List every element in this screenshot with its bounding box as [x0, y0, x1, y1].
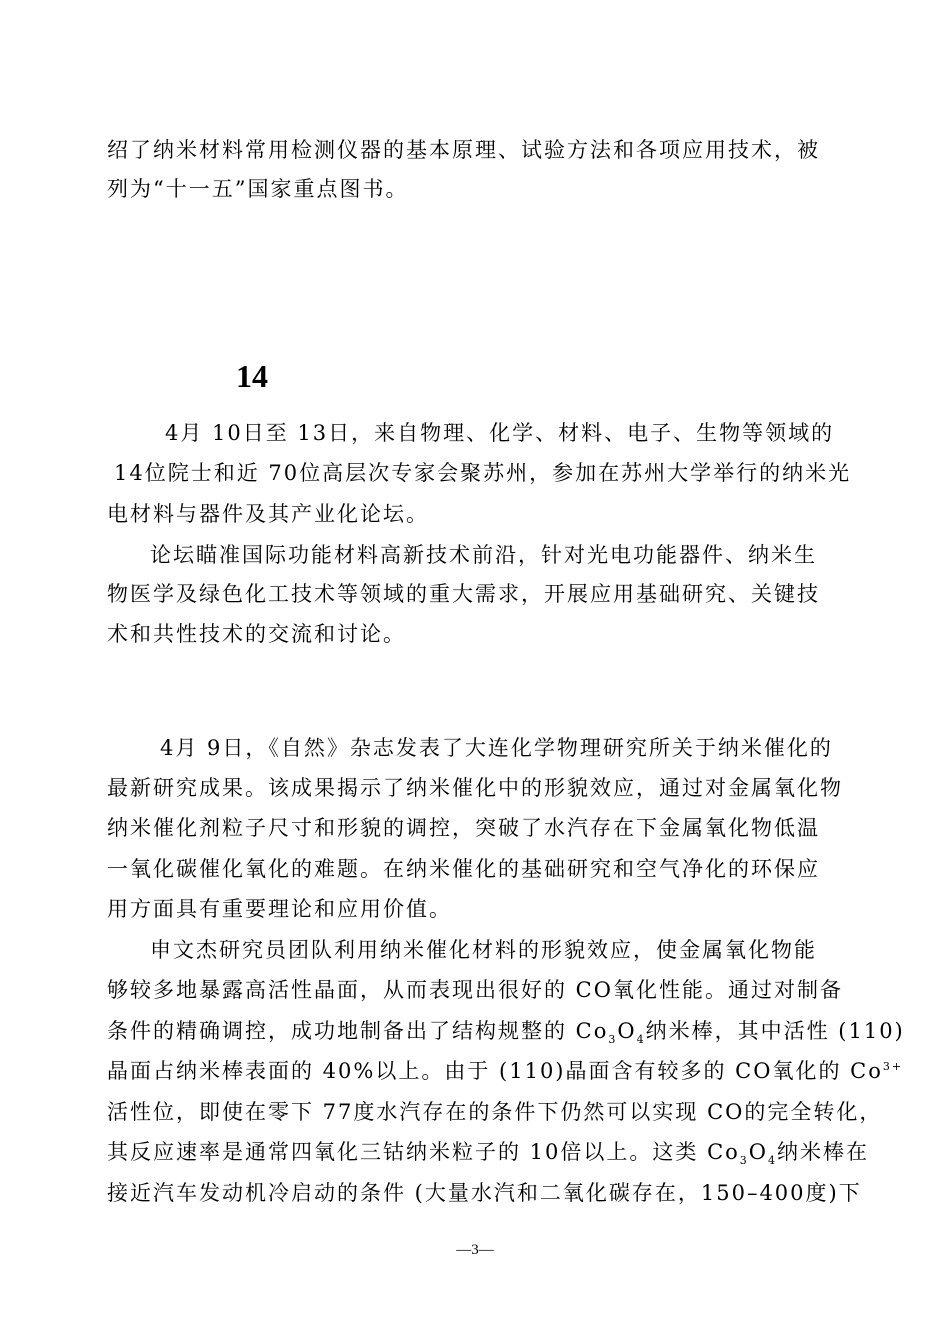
research-para-line-3-text: 条件的精确调控，成功地制备出了结构规整的 Co	[107, 1019, 609, 1043]
nature-para-line-3: 纳米催化剂粒子尺寸和形貌的调控，突破了水汽存在下金属氧化物低温	[107, 816, 820, 840]
nature-para-line-4: 一氧化碳催化氧化的难题。在纳米催化的基础研究和空气净化的环保应	[107, 857, 820, 881]
intro-line-2: 列为“十一五”国家重点图书。	[107, 177, 409, 201]
superscript: 3+	[882, 1060, 904, 1073]
subscript: 3	[608, 1033, 618, 1047]
subscript: 4	[768, 1154, 777, 1168]
research-para-line-6	[107, 1138, 869, 1166]
subscript: 3	[739, 1154, 749, 1168]
section-heading: 14	[236, 358, 268, 394]
research-para-line-3-text: 纳米棒，其中活性 (110)	[645, 1019, 905, 1043]
research-para-line-1: 申文杰研究员团队利用纳米催化材料的形貌效应，使金属氧化物能	[150, 938, 817, 962]
research-para-line-6-text: 纳米棒在	[777, 1140, 869, 1164]
page-number: —3—	[456, 1242, 494, 1258]
intro-line-1: 绍了纳米材料常用检测仪器的基本原理、试验方法和各项应用技术，被	[107, 138, 820, 162]
research-para-line-3	[107, 1017, 905, 1045]
research-para-line-2: 够较多地暴露高活性晶面，从而表现出很好的 CO氧化性能。通过对制备	[107, 978, 843, 1002]
forum-para-line-2: 14位院士和近 70位高层次专家会聚苏州，参加在苏州大学举行的纳米光	[114, 461, 852, 485]
research-para-line-6-text: 其反应速率是通常四氧化三钴纳米粒子的 10倍以上。这类 Co	[107, 1140, 740, 1164]
research-para-line-6-text: O	[748, 1140, 768, 1164]
forum-goal-line-1: 论坛瞄准国际功能材料高新技术前沿，针对光电功能器件、纳米生	[150, 543, 817, 567]
forum-goal-line-2: 物医学及绿色化工技术等领域的重大需求，开展应用基础研究、关键技	[107, 582, 820, 606]
research-para-line-4	[107, 1057, 903, 1085]
research-para-line-3-text: O	[617, 1019, 637, 1043]
research-para-line-7: 接近汽车发动机冷启动的条件 (大量水汽和二氧化碳存在，150–400度)下	[107, 1181, 862, 1205]
forum-goal-line-3: 术和共性技术的交流和讨论。	[107, 622, 406, 646]
nature-para-line-2: 最新研究成果。该成果揭示了纳米催化中的形貌效应，通过对金属氧化物	[107, 776, 843, 800]
nature-para-line-5: 用方面具有重要理论和应用价值。	[107, 897, 452, 921]
research-para-line-4-text: 晶面占纳米棒表面的 40%以上。由于 (110)晶面含有较多的 CO氧化的 Co	[107, 1059, 883, 1083]
forum-para-line-3: 电材料与器件及其产业化论坛。	[107, 502, 429, 526]
research-para-line-5: 活性位，即使在零下 77度水汽存在的条件下仍然可以实现 CO的完全转化，	[107, 1100, 883, 1124]
forum-para-line-1: 4月 10日至 13日，来自物理、化学、材料、电子、生物等领域的	[165, 421, 835, 445]
subscript: 4	[636, 1033, 646, 1047]
nature-para-line-1: 4月 9日，《自然》杂志发表了大连化学物理研究所关于纳米催化的	[160, 736, 833, 760]
